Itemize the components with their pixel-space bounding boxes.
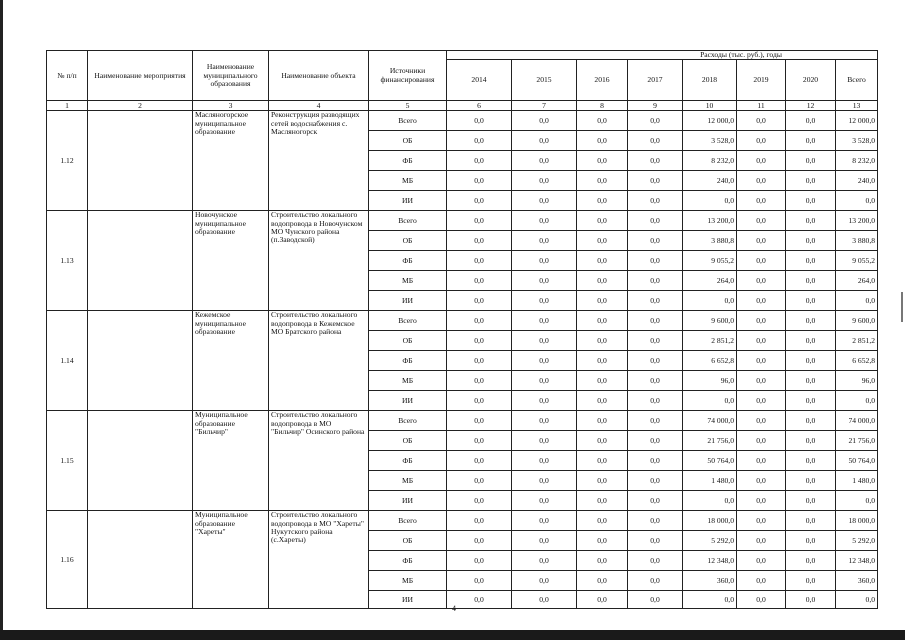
amount-cell: 0,0 xyxy=(786,391,836,411)
amount-cell: 0,0 xyxy=(786,511,836,531)
event-name xyxy=(88,411,193,511)
amount-cell: 0,0 xyxy=(786,411,836,431)
amount-cell: 0,0 xyxy=(628,271,683,291)
amount-cell: 0,0 xyxy=(512,211,577,231)
amount-cell: 0,0 xyxy=(577,471,628,491)
amount-cell: 0,0 xyxy=(577,331,628,351)
amount-cell: 0,0 xyxy=(737,371,786,391)
amount-cell: 1 480,0 xyxy=(836,471,878,491)
row-number: 1.16 xyxy=(47,511,88,609)
amount-cell: 0,0 xyxy=(577,391,628,411)
amount-cell: 0,0 xyxy=(447,351,512,371)
amount-cell: 0,0 xyxy=(447,371,512,391)
amount-cell: 3 880,8 xyxy=(683,231,737,251)
amount-cell: 0,0 xyxy=(737,311,786,331)
row-number: 1.14 xyxy=(47,311,88,411)
amount-cell: 0,0 xyxy=(512,371,577,391)
municipality-name: Муниципальное образование "Хареты" xyxy=(193,511,269,609)
amount-cell: 0,0 xyxy=(737,271,786,291)
amount-cell: 0,0 xyxy=(577,171,628,191)
amount-cell: 0,0 xyxy=(628,571,683,591)
funding-source: МБ xyxy=(369,571,447,591)
amount-cell: 21 756,0 xyxy=(683,431,737,451)
amount-cell: 0,0 xyxy=(577,351,628,371)
object-name: Строительство локального водопровода в МО "Хареты" Нукутского района (с.Хареты) xyxy=(269,511,369,609)
funding-source: ИИ xyxy=(369,591,447,609)
amount-cell: 12 000,0 xyxy=(683,111,737,131)
amount-cell: 0,0 xyxy=(447,271,512,291)
municipality-name: Муниципальное образование "Бильчир" xyxy=(193,411,269,511)
amount-cell: 0,0 xyxy=(737,551,786,571)
amount-cell: 0,0 xyxy=(737,411,786,431)
amount-cell: 0,0 xyxy=(786,451,836,471)
amount-cell: 6 652,8 xyxy=(683,351,737,371)
amount-cell: 0,0 xyxy=(786,191,836,211)
amount-cell: 0,0 xyxy=(683,591,737,609)
funding-source: ОБ xyxy=(369,131,447,151)
amount-cell: 0,0 xyxy=(512,451,577,471)
amount-cell: 0,0 xyxy=(512,411,577,431)
amount-cell: 0,0 xyxy=(512,531,577,551)
amount-cell: 0,0 xyxy=(628,511,683,531)
amount-cell: 0,0 xyxy=(786,471,836,491)
amount-cell: 0,0 xyxy=(628,391,683,411)
funding-source: ФБ xyxy=(369,551,447,571)
amount-cell: 0,0 xyxy=(447,131,512,151)
funding-source: ОБ xyxy=(369,431,447,451)
amount-cell: 0,0 xyxy=(577,111,628,131)
amount-cell: 264,0 xyxy=(836,271,878,291)
amount-cell: 0,0 xyxy=(512,331,577,351)
amount-cell: 0,0 xyxy=(737,291,786,311)
amount-cell: 0,0 xyxy=(577,411,628,431)
amount-cell: 0,0 xyxy=(512,351,577,371)
amount-cell: 0,0 xyxy=(628,211,683,231)
amount-cell: 0,0 xyxy=(447,411,512,431)
amount-cell: 0,0 xyxy=(683,191,737,211)
amount-cell: 0,0 xyxy=(737,531,786,551)
funding-source: ОБ xyxy=(369,531,447,551)
amount-cell: 240,0 xyxy=(836,171,878,191)
amount-cell: 6 652,8 xyxy=(836,351,878,371)
header-year: 2014 xyxy=(447,60,512,101)
funding-source: ФБ xyxy=(369,351,447,371)
event-name xyxy=(88,311,193,411)
object-name: Реконструкция разводящих сетей водоснабжения с. Масляногорск xyxy=(269,111,369,211)
amount-cell: 0,0 xyxy=(628,231,683,251)
funding-source: ИИ xyxy=(369,491,447,511)
amount-cell: 0,0 xyxy=(577,431,628,451)
amount-cell: 18 000,0 xyxy=(836,511,878,531)
amount-cell: 0,0 xyxy=(836,591,878,609)
amount-cell: 1 480,0 xyxy=(683,471,737,491)
amount-cell: 3 880,8 xyxy=(836,231,878,251)
amount-cell: 0,0 xyxy=(737,251,786,271)
row-number: 1.15 xyxy=(47,411,88,511)
amount-cell: 0,0 xyxy=(683,391,737,411)
column-index: 5 xyxy=(369,101,447,111)
header-municipality: Наименование муниципального образования xyxy=(193,51,269,101)
amount-cell: 0,0 xyxy=(447,331,512,351)
amount-cell: 0,0 xyxy=(577,511,628,531)
amount-cell: 96,0 xyxy=(836,371,878,391)
amount-cell: 0,0 xyxy=(512,391,577,411)
amount-cell: 5 292,0 xyxy=(836,531,878,551)
amount-cell: 0,0 xyxy=(447,111,512,131)
table-row xyxy=(47,211,878,231)
amount-cell: 2 851,2 xyxy=(836,331,878,351)
amount-cell: 0,0 xyxy=(737,591,786,609)
funding-source: МБ xyxy=(369,171,447,191)
amount-cell: 0,0 xyxy=(737,391,786,411)
header-year: 2019 xyxy=(737,60,786,101)
amount-cell: 0,0 xyxy=(577,591,628,609)
amount-cell: 12 348,0 xyxy=(836,551,878,571)
amount-cell: 0,0 xyxy=(577,291,628,311)
amount-cell: 0,0 xyxy=(447,231,512,251)
header-object: Наименование объекта xyxy=(269,51,369,101)
amount-cell: 0,0 xyxy=(737,131,786,151)
amount-cell: 0,0 xyxy=(577,271,628,291)
table-row xyxy=(47,111,878,131)
amount-cell: 0,0 xyxy=(628,171,683,191)
amount-cell: 0,0 xyxy=(447,291,512,311)
event-name xyxy=(88,511,193,609)
amount-cell: 0,0 xyxy=(786,231,836,251)
amount-cell: 0,0 xyxy=(683,491,737,511)
amount-cell: 0,0 xyxy=(577,311,628,331)
amount-cell: 0,0 xyxy=(577,131,628,151)
column-index: 7 xyxy=(512,101,577,111)
amount-cell: 0,0 xyxy=(577,191,628,211)
amount-cell: 0,0 xyxy=(447,511,512,531)
amount-cell: 0,0 xyxy=(628,291,683,311)
amount-cell: 0,0 xyxy=(512,131,577,151)
amount-cell: 0,0 xyxy=(447,451,512,471)
amount-cell: 50 764,0 xyxy=(836,451,878,471)
amount-cell: 0,0 xyxy=(786,331,836,351)
funding-source: ОБ xyxy=(369,331,447,351)
funding-source: МБ xyxy=(369,371,447,391)
amount-cell: 360,0 xyxy=(683,571,737,591)
amount-cell: 0,0 xyxy=(512,571,577,591)
municipality-name: Новочунское муниципальное образование xyxy=(193,211,269,311)
amount-cell: 0,0 xyxy=(628,251,683,271)
amount-cell: 0,0 xyxy=(737,491,786,511)
column-index: 2 xyxy=(88,101,193,111)
amount-cell: 0,0 xyxy=(786,131,836,151)
amount-cell: 0,0 xyxy=(447,531,512,551)
amount-cell: 0,0 xyxy=(512,551,577,571)
amount-cell: 0,0 xyxy=(628,411,683,431)
object-name: Строительство локального водопровода в МО "Бильчир" Осинского района xyxy=(269,411,369,511)
object-name: Строительство локального водопровода в Новочунском МО Чунского района (п.Заводской) xyxy=(269,211,369,311)
amount-cell: 0,0 xyxy=(447,311,512,331)
column-index: 1 xyxy=(47,101,88,111)
column-index: 3 xyxy=(193,101,269,111)
amount-cell: 0,0 xyxy=(577,451,628,471)
amount-cell: 0,0 xyxy=(786,251,836,271)
column-index: 8 xyxy=(577,101,628,111)
table-row xyxy=(47,411,878,431)
header-expenses-group: Расходы (тыс. руб.), годы xyxy=(447,51,878,60)
amount-cell: 0,0 xyxy=(628,351,683,371)
amount-cell: 0,0 xyxy=(683,291,737,311)
amount-cell: 0,0 xyxy=(737,231,786,251)
header-year: 2017 xyxy=(628,60,683,101)
amount-cell: 240,0 xyxy=(683,171,737,191)
row-number: 1.12 xyxy=(47,111,88,211)
amount-cell: 0,0 xyxy=(577,251,628,271)
amount-cell: 0,0 xyxy=(786,111,836,131)
amount-cell: 0,0 xyxy=(447,151,512,171)
amount-cell: 0,0 xyxy=(836,491,878,511)
amount-cell: 0,0 xyxy=(628,491,683,511)
event-name xyxy=(88,111,193,211)
amount-cell: 0,0 xyxy=(786,171,836,191)
amount-cell: 0,0 xyxy=(628,311,683,331)
amount-cell: 9 600,0 xyxy=(683,311,737,331)
scan-bottom-edge xyxy=(0,630,905,640)
header-year: 2015 xyxy=(512,60,577,101)
amount-cell: 9 600,0 xyxy=(836,311,878,331)
amount-cell: 96,0 xyxy=(683,371,737,391)
amount-cell: 0,0 xyxy=(447,591,512,609)
amount-cell: 5 292,0 xyxy=(683,531,737,551)
amount-cell: 50 764,0 xyxy=(683,451,737,471)
amount-cell: 0,0 xyxy=(786,351,836,371)
amount-cell: 0,0 xyxy=(786,531,836,551)
amount-cell: 9 055,2 xyxy=(683,251,737,271)
amount-cell: 0,0 xyxy=(447,491,512,511)
header-year: 2020 xyxy=(786,60,836,101)
amount-cell: 0,0 xyxy=(577,571,628,591)
amount-cell: 0,0 xyxy=(447,551,512,571)
header-row-top xyxy=(47,51,878,60)
amount-cell: 0,0 xyxy=(577,151,628,171)
amount-cell: 0,0 xyxy=(786,551,836,571)
amount-cell: 264,0 xyxy=(683,271,737,291)
amount-cell: 0,0 xyxy=(628,471,683,491)
funding-source: МБ xyxy=(369,471,447,491)
header-event: Наименование мероприятия xyxy=(88,51,193,101)
amount-cell: 18 000,0 xyxy=(683,511,737,531)
column-index: 13 xyxy=(836,101,878,111)
amount-cell: 0,0 xyxy=(512,511,577,531)
amount-cell: 0,0 xyxy=(786,311,836,331)
funding-source: ФБ xyxy=(369,151,447,171)
amount-cell: 0,0 xyxy=(577,371,628,391)
amount-cell: 3 528,0 xyxy=(683,131,737,151)
amount-cell: 0,0 xyxy=(628,531,683,551)
funding-source: ИИ xyxy=(369,191,447,211)
page-number: 4 xyxy=(452,604,456,613)
amount-cell: 0,0 xyxy=(628,131,683,151)
column-index: 10 xyxy=(683,101,737,111)
header-index-row xyxy=(47,101,878,111)
amount-cell: 0,0 xyxy=(628,591,683,609)
amount-cell: 0,0 xyxy=(512,271,577,291)
amount-cell: 0,0 xyxy=(786,571,836,591)
amount-cell: 0,0 xyxy=(737,431,786,451)
amount-cell: 74 000,0 xyxy=(683,411,737,431)
amount-cell: 0,0 xyxy=(836,291,878,311)
table-row xyxy=(47,511,878,531)
municipality-name: Кежемское муниципальное образование xyxy=(193,311,269,411)
amount-cell: 0,0 xyxy=(577,531,628,551)
amount-cell: 0,0 xyxy=(737,511,786,531)
amount-cell: 0,0 xyxy=(737,451,786,471)
funding-source: Всего xyxy=(369,211,447,231)
header-year: 2016 xyxy=(577,60,628,101)
amount-cell: 0,0 xyxy=(737,471,786,491)
column-index: 9 xyxy=(628,101,683,111)
amount-cell: 0,0 xyxy=(512,171,577,191)
event-name xyxy=(88,211,193,311)
budget-table xyxy=(46,50,878,609)
funding-source: МБ xyxy=(369,271,447,291)
header-year: 2018 xyxy=(683,60,737,101)
amount-cell: 360,0 xyxy=(836,571,878,591)
header-num: № п/п xyxy=(47,51,88,101)
amount-cell: 0,0 xyxy=(512,491,577,511)
amount-cell: 0,0 xyxy=(447,211,512,231)
amount-cell: 0,0 xyxy=(447,191,512,211)
object-name: Строительство локального водопровода в Кежемское МО Братского района xyxy=(269,311,369,411)
amount-cell: 0,0 xyxy=(786,211,836,231)
column-index: 11 xyxy=(737,101,786,111)
amount-cell: 0,0 xyxy=(836,391,878,411)
funding-source: ФБ xyxy=(369,451,447,471)
amount-cell: 0,0 xyxy=(447,431,512,451)
amount-cell: 0,0 xyxy=(447,391,512,411)
amount-cell: 0,0 xyxy=(512,231,577,251)
amount-cell: 74 000,0 xyxy=(836,411,878,431)
funding-source: Всего xyxy=(369,311,447,331)
amount-cell: 0,0 xyxy=(512,431,577,451)
amount-cell: 0,0 xyxy=(628,551,683,571)
amount-cell: 0,0 xyxy=(577,491,628,511)
amount-cell: 12 000,0 xyxy=(836,111,878,131)
amount-cell: 0,0 xyxy=(786,491,836,511)
amount-cell: 12 348,0 xyxy=(683,551,737,571)
amount-cell: 0,0 xyxy=(577,211,628,231)
amount-cell: 0,0 xyxy=(786,151,836,171)
amount-cell: 0,0 xyxy=(447,571,512,591)
amount-cell: 0,0 xyxy=(786,291,836,311)
amount-cell: 0,0 xyxy=(737,151,786,171)
amount-cell: 21 756,0 xyxy=(836,431,878,451)
amount-cell: 0,0 xyxy=(786,371,836,391)
header-total: Всего xyxy=(836,60,878,101)
scan-left-edge xyxy=(0,0,3,640)
funding-source: ИИ xyxy=(369,291,447,311)
column-index: 6 xyxy=(447,101,512,111)
row-number: 1.13 xyxy=(47,211,88,311)
amount-cell: 0,0 xyxy=(737,571,786,591)
amount-cell: 0,0 xyxy=(836,191,878,211)
table-row xyxy=(47,311,878,331)
scan-mark xyxy=(901,292,903,322)
amount-cell: 0,0 xyxy=(512,251,577,271)
amount-cell: 0,0 xyxy=(447,171,512,191)
amount-cell: 0,0 xyxy=(512,111,577,131)
amount-cell: 0,0 xyxy=(737,351,786,371)
amount-cell: 0,0 xyxy=(447,471,512,491)
amount-cell: 0,0 xyxy=(737,331,786,351)
amount-cell: 2 851,2 xyxy=(683,331,737,351)
amount-cell: 0,0 xyxy=(628,191,683,211)
amount-cell: 0,0 xyxy=(628,431,683,451)
amount-cell: 8 232,0 xyxy=(836,151,878,171)
amount-cell: 0,0 xyxy=(737,191,786,211)
amount-cell: 0,0 xyxy=(628,331,683,351)
amount-cell: 0,0 xyxy=(737,171,786,191)
funding-source: Всего xyxy=(369,511,447,531)
funding-source: ИИ xyxy=(369,391,447,411)
amount-cell: 9 055,2 xyxy=(836,251,878,271)
amount-cell: 0,0 xyxy=(628,451,683,471)
amount-cell: 13 200,0 xyxy=(683,211,737,231)
amount-cell: 0,0 xyxy=(512,591,577,609)
amount-cell: 8 232,0 xyxy=(683,151,737,171)
amount-cell: 0,0 xyxy=(786,271,836,291)
funding-source: Всего xyxy=(369,111,447,131)
amount-cell: 0,0 xyxy=(512,151,577,171)
municipality-name: Масляногорское муниципальное образование xyxy=(193,111,269,211)
amount-cell: 0,0 xyxy=(786,431,836,451)
amount-cell: 0,0 xyxy=(628,151,683,171)
amount-cell: 0,0 xyxy=(737,211,786,231)
amount-cell: 0,0 xyxy=(628,111,683,131)
amount-cell: 0,0 xyxy=(512,291,577,311)
funding-source: Всего xyxy=(369,411,447,431)
amount-cell: 0,0 xyxy=(512,311,577,331)
funding-source: ОБ xyxy=(369,231,447,251)
funding-source: ФБ xyxy=(369,251,447,271)
amount-cell: 0,0 xyxy=(577,551,628,571)
column-index: 12 xyxy=(786,101,836,111)
column-index: 4 xyxy=(269,101,369,111)
amount-cell: 0,0 xyxy=(737,111,786,131)
amount-cell: 0,0 xyxy=(577,231,628,251)
amount-cell: 13 200,0 xyxy=(836,211,878,231)
header-source: Источники финансирования xyxy=(369,51,447,101)
amount-cell: 3 528,0 xyxy=(836,131,878,151)
amount-cell: 0,0 xyxy=(512,191,577,211)
amount-cell: 0,0 xyxy=(447,251,512,271)
amount-cell: 0,0 xyxy=(786,591,836,609)
amount-cell: 0,0 xyxy=(512,471,577,491)
amount-cell: 0,0 xyxy=(628,371,683,391)
